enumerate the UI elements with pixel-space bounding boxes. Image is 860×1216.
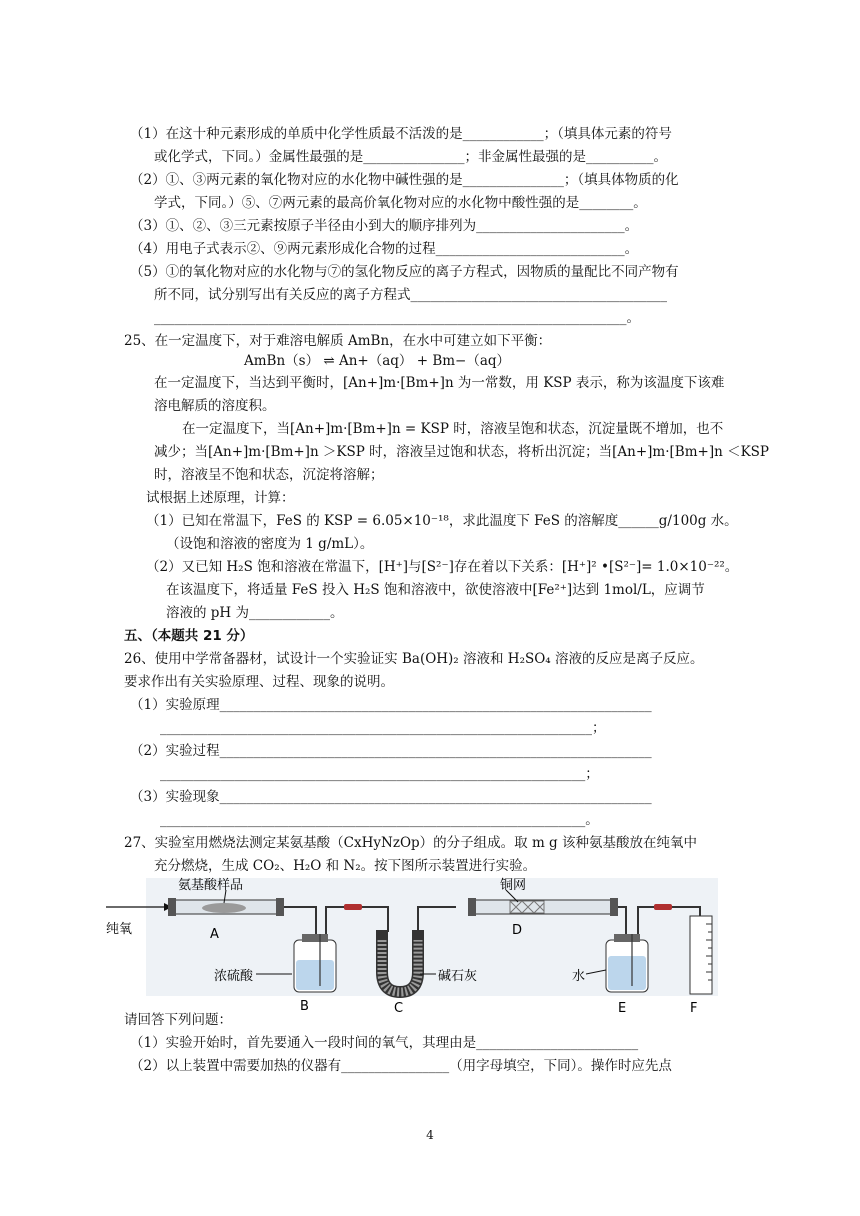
label-b: B <box>300 999 309 1014</box>
label-a: A <box>210 927 219 942</box>
rubber-connector-1 <box>344 904 362 910</box>
tube-a-left-stopper <box>168 898 176 916</box>
q24-1-line1: （1）在这十种元素形成的单质中化学性质最不活泼的是____________；（填具体元素的符号 <box>130 126 672 142</box>
apparatus-diagram <box>106 876 718 1016</box>
q24-2-line1: （2）①、③两元素的氧化物对应的水化物中碱性强的是_______________；（填具体物质的化 <box>130 172 679 188</box>
q27-line2: 充分燃烧，生成 CO₂、H₂O 和 N₂。按下图所示装置进行实验。 <box>154 858 537 874</box>
q25-equilibrium: AmBn（s） ⇌ An+（aq） + Bm−（aq） <box>244 353 511 369</box>
section-five-heading: 五、（本题共 21 分） <box>124 628 254 644</box>
q27-1-line: （1）实验开始时，首先要通入一段时间的氧气，其理由是________________________ <box>130 1035 639 1051</box>
bottle-b-stopper <box>302 934 328 942</box>
q26-2-line1: （2）实验过程________________________________________________________________ <box>130 743 652 759</box>
q27-questions-intro: 请回答下列问题： <box>124 1012 232 1028</box>
q25-2-line2: 在该温度下，将适量 FeS 投入 H₂S 饱和溶液中，欲使溶液中[Fe²⁺]达到 1mol/L，应调节 <box>166 582 705 598</box>
q26-line2: 要求作出有关实验原理、过程、现象的说明。 <box>124 674 394 690</box>
q25-2-line1: （2）又已知 H₂S 饱和溶液在常温下，[H⁺]与[S²⁻]存在着以下关系：[H⁺]² •[S²⁻]= 1.0×10⁻²²。 <box>146 559 739 575</box>
q24-5-line2: 所不同，试分别写出有关反应的离子方程式______________________________________ <box>154 287 667 303</box>
q26-3-line2: _______________________________________________________________。 <box>160 812 599 828</box>
apparatus-svg <box>106 876 718 1016</box>
q25-para2-line2: 减少；当[An+]m·[Bm+]n ＞KSP 时，溶液呈过饱和状态，将析出沉淀；当[An+]m·[Bm+]n ＜KSP <box>154 444 769 460</box>
q25-1-line2: （设饱和溶液的密度为 1 g/mL）。 <box>166 536 374 552</box>
q24-3-line: （3）①、②、③三元素按原子半径由小到大的顺序排列为______________________。 <box>130 218 639 234</box>
q25-1-line1: （1）已知在常温下，FeS 的 KSP = 6.05×10⁻¹⁸，求此温度下 FeS 的溶解度______g/100g 水。 <box>146 513 738 529</box>
q27-line1: 27、实验室用燃烧法测定某氨基酸（CxHyNzOp）的分子组成。取 m g 该种氨基酸放在纯氧中 <box>124 835 697 851</box>
graduated-cylinder-f <box>690 916 712 994</box>
label-c: C <box>394 1001 404 1016</box>
bottle-e-stopper <box>614 934 640 942</box>
label-e: E <box>618 1001 627 1016</box>
q27-2-line: （2）以上装置中需要加热的仪器有________________（用字母填空，下同）。操作时应先点 <box>130 1058 672 1074</box>
amino-acid-sample <box>202 903 246 913</box>
acid-label: 浓硫酸 <box>214 969 254 984</box>
q26-line1: 26、使用中学常备器材，试设计一个实验证实 Ba(OH)₂ 溶液和 H₂SO₄ 溶液的反应是离子反应。 <box>124 651 704 667</box>
q25-2-line3: 溶液的 pH 为____________。 <box>166 605 344 621</box>
q26-2-line2: _______________________________________________________________； <box>160 766 599 782</box>
lime-label: 碱石灰 <box>438 969 478 984</box>
q26-1-line1: （1）实验原理________________________________________________________________ <box>130 697 652 713</box>
q25-para2-line3: 时，溶液呈不饱和状态，沉淀将溶解； <box>154 467 384 483</box>
water-label: 水 <box>572 969 586 984</box>
q25-para1-line1: 在一定温度下，当达到平衡时，[An+]m·[Bm+]n 为一常数，用 KSP 表示，称为该温度下该难 <box>154 375 725 391</box>
tube-a-right-stopper <box>276 898 284 916</box>
label-d: D <box>512 923 523 938</box>
q25-para2-line1: 在一定温度下，当[An+]m·[Bm+]n = KSP 时，溶液呈饱和状态，沉淀量既不增加，也不 <box>182 421 724 437</box>
bottle-b-liquid <box>296 960 334 990</box>
tube-d <box>472 900 614 914</box>
q24-2-line2: 学式，下同。）⑤、⑦两元素的最高价氧化物对应的水化物中酸性强的是________。 <box>154 195 647 211</box>
q25-instruction: 试根据上述原理，计算： <box>146 490 295 506</box>
q26-1-line2: ________________________________________________________________； <box>160 720 606 736</box>
q25-title: 25、在一定温度下，对于难溶电解质 AmBn，在水中可建立如下平衡： <box>124 333 552 349</box>
page-number: 4 <box>426 1128 434 1142</box>
mesh-label: 铜网 <box>500 878 527 893</box>
q25-para1-line2: 溶电解质的溶度积。 <box>154 398 276 414</box>
q24-5-line3: ______________________________________________________________________。 <box>154 310 640 326</box>
tube-d-left-stopper <box>468 898 476 916</box>
q24-1-line2: 或化学式，下同。）金属性最强的是_______________；非金属性最强的是__________。 <box>154 149 667 165</box>
oxygen-label: 纯氧 <box>106 922 133 937</box>
bottle-e-liquid <box>608 956 646 990</box>
label-f: F <box>690 1001 698 1016</box>
rubber-connector-2 <box>654 904 672 910</box>
tube-d-right-stopper <box>610 898 618 916</box>
q24-4-line: （4）用电子式表示②、⑨两元素形成化合物的过程____________________________。 <box>130 241 639 257</box>
q24-5-line1: （5）①的氧化物对应的水化物与⑦的氢化物反应的离子方程式，因物质的量配比不同产物有 <box>130 264 679 280</box>
sample-label: 氨基酸样品 <box>178 878 244 893</box>
q26-3-line1: （3）实验现象________________________________________________________________ <box>130 789 652 805</box>
